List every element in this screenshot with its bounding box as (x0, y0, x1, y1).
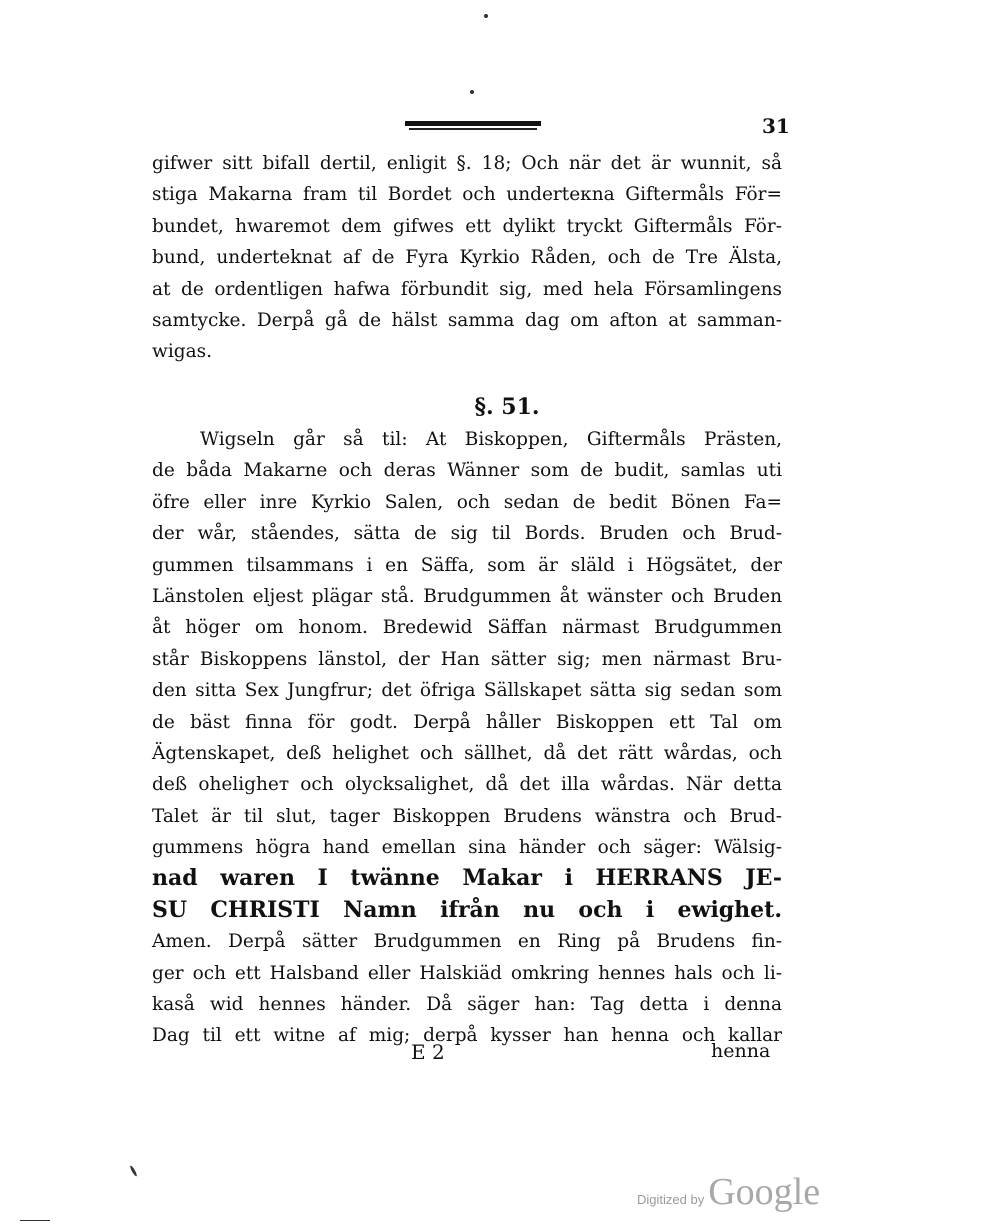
text-line: wigas. (152, 341, 212, 363)
text-line: öfre eller inre Kyrkio Salen, och sedan de bedit Bönen Fa= (152, 491, 782, 513)
text-line: ger och ett Halsband eller Halskiäd omkring hennes hals och li- (152, 962, 782, 984)
text-line: gummens högra hand emellan sina händer och säger: Wälsig- (152, 837, 782, 859)
text-line: bund, underteknat af de Fyra Kyrkio Råden, och de Tre Älsta, (152, 247, 782, 269)
scan-speck (484, 14, 488, 18)
text-line: kaså wid hennes händer. Då säger han: Tag detta i denna (152, 994, 782, 1016)
text-line: SU CHRISTI Namn ifrån nu och i ewighet. (152, 896, 782, 923)
paragraph-2 (152, 424, 782, 1052)
scan-speck (20, 1220, 50, 1221)
section-heading: §. 51. (474, 394, 540, 420)
paragraph-1 (152, 148, 782, 368)
text-line: Talet är til slut, tager Biskoppen Brudens wänstra och Brud- (152, 805, 782, 827)
text-line: deß oheligheт och olycksalighet, då det illa wårdas. När detta (152, 774, 782, 796)
catchword: henna (711, 1040, 771, 1062)
header-rule-thin (409, 128, 537, 130)
text-line: stiga Makarna fram til Bordet och underteкna Giftermåls För= (152, 184, 782, 206)
text-line: Dag til ett witne af mig; derpå kysser han henna och kallar (152, 1025, 782, 1047)
text-line: nad waren I twänne Makar i HERRANS JE- (152, 865, 782, 892)
text-line: bundet, hwaremot dem gifwes ett dylikt tryckt Giftermåls För- (152, 215, 782, 237)
text-line: gifwer sitt bifall dertil, enligit §. 18; Och när det är wunnit, så (152, 153, 782, 174)
text-line: den sitta Sex Jungfrur; det öfriga Sällskapet sätta sig sedan som (152, 680, 782, 702)
text-line: står Biskoppens länstol, der Han sätter sig; men närmast Bru- (152, 648, 782, 670)
scan-speck (129, 1165, 138, 1177)
page-number: 31 (762, 114, 790, 138)
text-line: Länstolen eljest plägar stå. Brudgummen åt wänster och Bruden (152, 585, 782, 607)
text-line: der wår, ståendes, sätta de sig til Bords. Bruden och Brud- (152, 523, 782, 545)
text-line: at de ordentligen hafwa förbundit sig, med hela Församlingens (152, 278, 782, 300)
text-line: Ägtenskapet, deß helighet och sällhet, då det rätt wårdas, och (152, 742, 782, 764)
text-line: de bäst finna för godt. Derpå håller Biskoppen ett Tal om (152, 711, 782, 733)
text-line: gummen tilsammans i en Säffa, som är släld i Högsätet, der (152, 554, 782, 576)
watermark-prefix: Digitized by (637, 1192, 705, 1207)
text-line: åt höger om honom. Bredewid Säffan närmast Brudgummen (152, 617, 782, 639)
google-watermark (637, 1170, 820, 1214)
signature-mark: E 2 (411, 1040, 445, 1064)
text-line: de båda Makarne och deras Wänner som de budit, samlas uti (152, 460, 782, 482)
scan-speck (470, 90, 474, 94)
text-line: samtycke. Derpå gå de hälst samma dag om afton at samman- (152, 309, 782, 331)
watermark-brand: Google (708, 1171, 821, 1213)
text-line: Wigseln går så til: At Biskoppen, Giftermåls Prästen, (200, 429, 782, 450)
text-line: Amen. Derpå sätter Brudgummen en Ring på Brudens fin- (152, 931, 782, 953)
header-rule (405, 121, 541, 126)
